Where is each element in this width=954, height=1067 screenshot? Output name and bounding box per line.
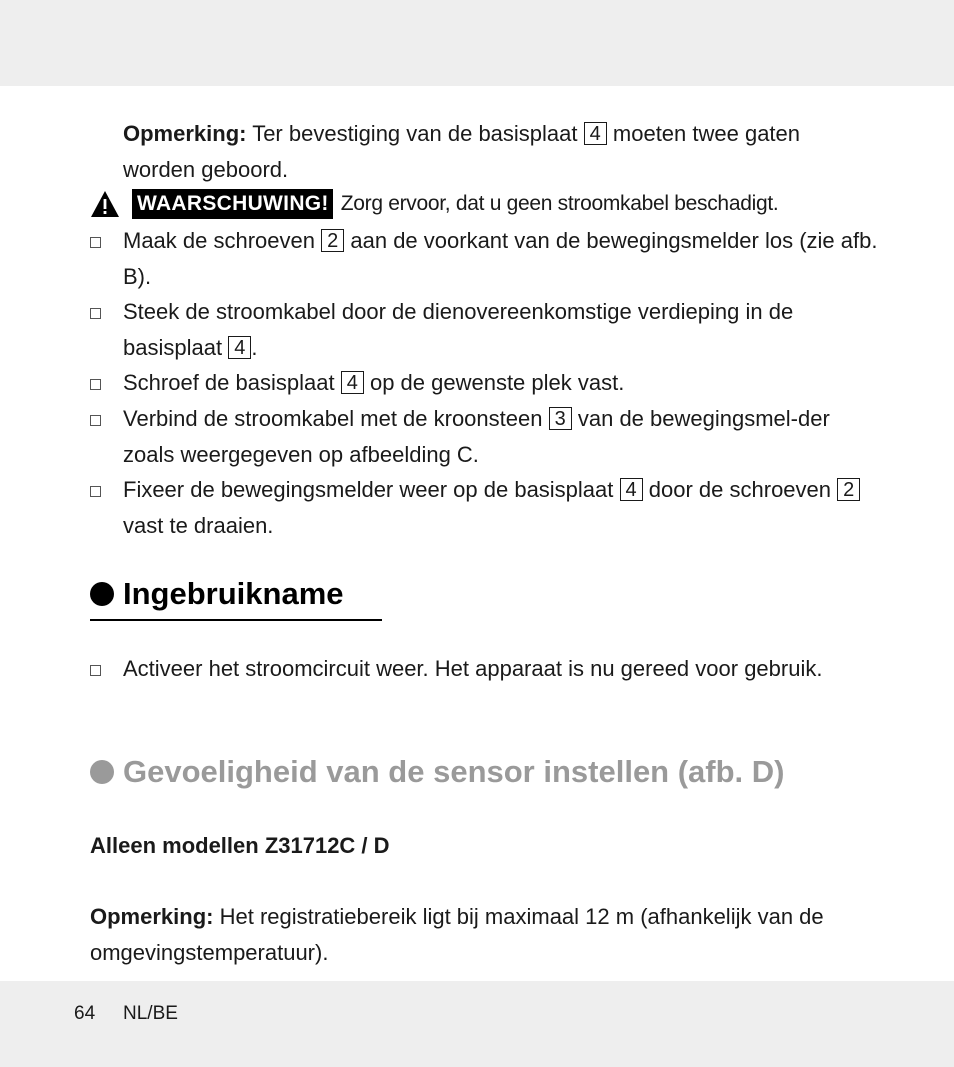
- section-title: Gevoeligheid van de sensor instellen (afb. D): [123, 754, 785, 789]
- part-reference-box: 2: [837, 478, 860, 501]
- checkbox-bullet-icon: [90, 237, 101, 248]
- section-heading-ingebruikname: [90, 574, 344, 614]
- warning-badge: WAARSCHUWING!: [132, 189, 333, 219]
- top-margin-band: [0, 0, 954, 86]
- list-item: [90, 365, 880, 401]
- part-reference-box: 2: [321, 229, 344, 252]
- warning-triangle-icon: [90, 190, 120, 218]
- note-text-a: Ter bevestiging van de basisplaat: [252, 121, 578, 146]
- step-text: Verbind de stroomkabel met de kroonsteen: [123, 406, 543, 431]
- step-text: Steek de stroomkabel door de dienovereenkomstige verdieping in de basisplaat: [123, 299, 794, 360]
- list-item: [90, 472, 880, 544]
- part-reference-box: 4: [228, 336, 251, 359]
- step-text: Maak de schroeven: [123, 228, 315, 253]
- step-text: .: [251, 335, 258, 360]
- note-paragraph: [90, 899, 880, 971]
- step-text: op de gewenste plek vast.: [369, 370, 625, 395]
- checkbox-bullet-icon: [90, 379, 101, 390]
- list-item: [90, 223, 880, 295]
- warning-row: [90, 188, 778, 220]
- note-text: Het registratiebereik ligt bij maximaal 12 m (afhankelijk van de omgevingstemperatuur).: [90, 904, 824, 965]
- checkbox-bullet-icon: [90, 415, 101, 426]
- step-text: Fixeer de bewegingsmelder weer op de basisplaat: [123, 477, 614, 502]
- locale-label: NL/BE: [123, 1003, 178, 1024]
- list-item: [90, 651, 880, 687]
- bullet-dot-icon: [90, 760, 114, 784]
- part-reference-box: 4: [341, 371, 364, 394]
- models-subtitle: Alleen modellen Z31712C / D: [90, 833, 390, 858]
- note-paragraph: [123, 116, 843, 188]
- checkbox-bullet-icon: [90, 486, 101, 497]
- checkbox-bullet-icon: [90, 308, 101, 319]
- list-item: [90, 294, 880, 366]
- section-heading-sensor: [90, 752, 785, 792]
- warning-text: Zorg ervoor, dat u geen stroomkabel beschadigt.: [340, 192, 779, 215]
- page-number: 64: [74, 1003, 96, 1024]
- list-item: [90, 401, 880, 473]
- section-title: Ingebruikname: [123, 576, 344, 611]
- part-reference-box: 4: [620, 478, 643, 501]
- step-text: Schroef de basisplaat: [123, 370, 335, 395]
- part-reference-box: 3: [549, 407, 572, 430]
- step-text: Activeer het stroomcircuit weer. Het apparaat is nu gereed voor gebruik.: [123, 656, 823, 681]
- note-label: Opmerking:: [123, 121, 247, 146]
- note-label: Opmerking:: [90, 904, 214, 929]
- checkbox-bullet-icon: [90, 665, 101, 676]
- note-text-b: moeten twee gaten worden geboord.: [123, 121, 801, 182]
- step-text: vast te draaien.: [123, 513, 274, 538]
- step-text: van de bewegingsmel-der zoals weergegeven op afbeelding C.: [123, 406, 830, 467]
- heading-underline: [90, 619, 382, 621]
- step-text: door de schroeven: [648, 477, 832, 502]
- step-text: aan de voorkant van de bewegingsmelder los (zie afb. B).: [123, 228, 878, 289]
- bullet-dot-icon: [90, 582, 114, 606]
- part-reference-box: 4: [584, 122, 607, 145]
